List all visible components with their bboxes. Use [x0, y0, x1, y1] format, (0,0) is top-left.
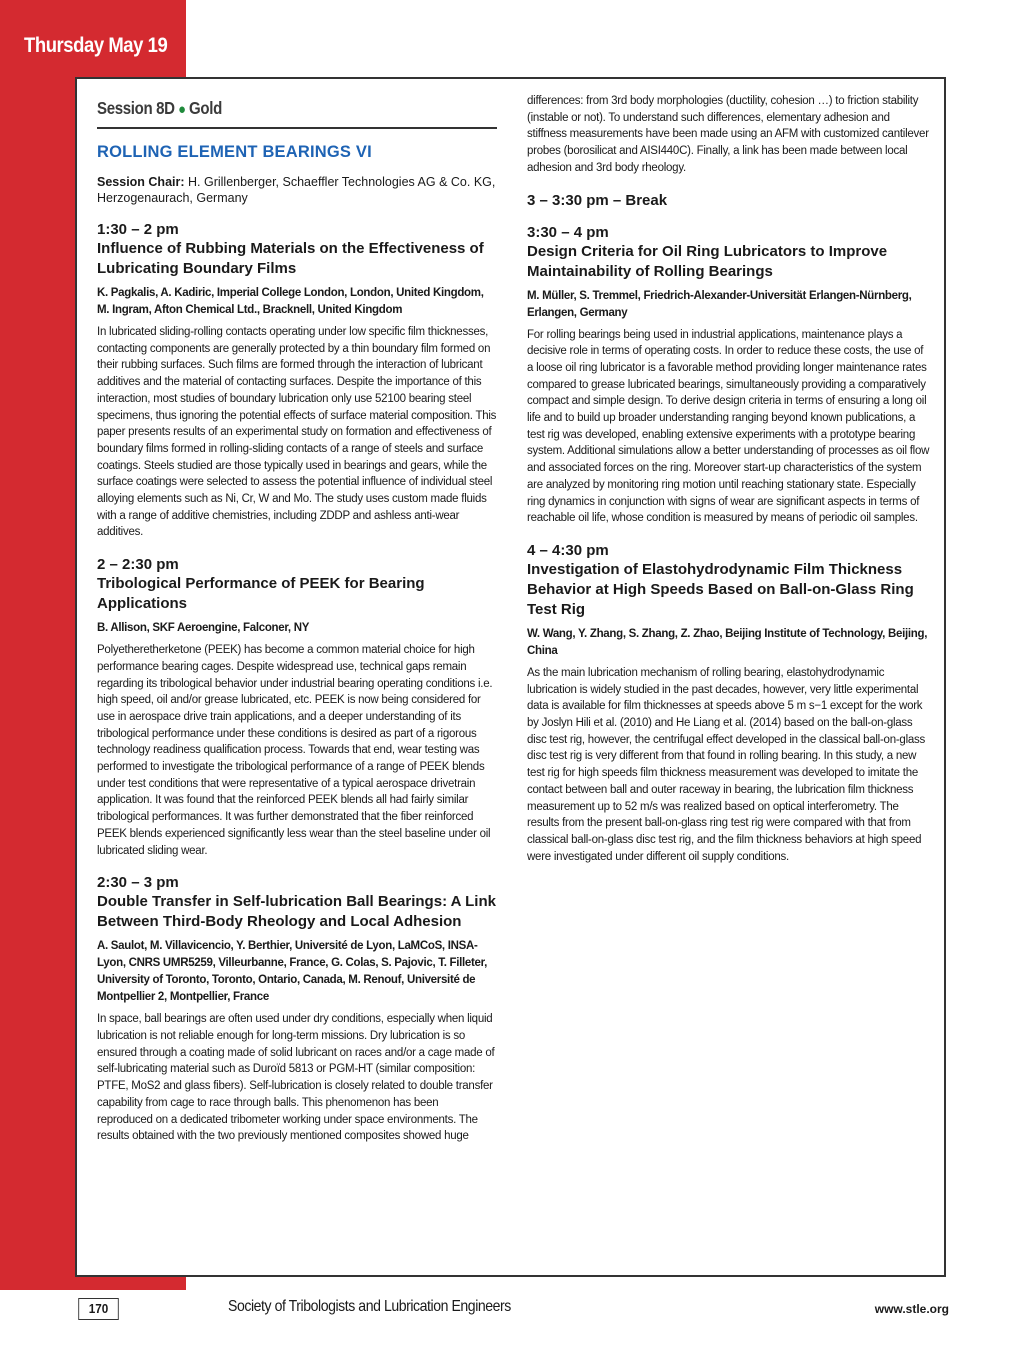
talk-time: 2:30 – 3 pm	[97, 874, 179, 892]
talk-authors: K. Pagkalis, A. Kadiric, Imperial College London, London, United Kingdom, M. Ingram, Afton Chemical Ltd., Bracknell, United Kingdom	[97, 287, 484, 316]
talk-2	[97, 555, 497, 859]
talk-abstract: For rolling bearings being used in industrial applications, maintenance plays a decisive role in terms of operating costs. In order to reduce these costs, the use of a loose oil ring lubricator is a favorable method providing longer maintenance rates compared to grease lubricated bearings, simultaneously providing a comparatively compact and simple design. To derive design criteria in terms of ensuring a long oil life and to build up broader understanding ranging beyond known publications, a test rig was developed, enabling extensive experiments with a prototype bearing system. Additional simulations allow a better understanding of processes as oil flow and associated forces on the ring. Moreover start-up characteristics of the system are analyzed by monitoring ring motion until reaching stationary state. Especially ring dynamics in conjunction with signs of wear are significant aspects in terms of reachable oil life, whose condition is measured by means of periodic oil samples.	[527, 328, 930, 525]
left-column	[97, 96, 497, 1145]
section-title: ROLLING ELEMENT BEARINGS VI	[97, 143, 372, 161]
talk-abstract: In lubricated sliding-rolling contacts operating under low specific film thicknesses, contacting components are generally protected by a thin boundary film formed on their rubbing surfaces. Such films are formed through the interaction of lubricant additives and the material of contacting surfaces. Despite the importance of this interaction, most studies of boundary lubrication only use 52100 bearing steel specimens, thus ignoring the potential effects of surface material composition. This paper presents results of an experimental study on formation and effectiveness of boundary films formed in rolling-sliding contacts of a range of steels and surface coatings. Steels studied are those typically used in bearings and gears, while the surface coatings were selected to assess the potential influence of individual steel alloying elements such as Ni, Cr, W and Mo. The study uses custom made fluids with a range of additive chemistries, including ZDDP and ashless anti-wear additives.	[97, 326, 497, 539]
talk-authors: W. Wang, Y. Zhang, S. Zhang, Z. Zhao, Beijing Institute of Technology, Beijing, China	[527, 627, 928, 657]
talk-time: 1:30 – 2 pm	[97, 221, 179, 238]
bullet-dot-icon: ●	[178, 101, 186, 118]
talk-authors: B. Allison, SKF Aeroengine, Falconer, NY	[97, 622, 310, 635]
chair-text: H. Grillenberger, Schaeffler Technologies AG & Co. KG, Herzogenaurach, Germany	[97, 175, 496, 205]
talk-abstract: In space, ball bearings are often used under dry conditions, especially when liquid lubrication is not reliable enough for long-term missions. Dry lubrication is so ensured through a coating made of solid lubricant on races and/or a cage made of self-lubricating material such as Duroïd 5813 or PGM-HT (similar composition: PTFE, MoS2 and glass fibers). Self-lubrication is closely related to double transfer capability from cage to race through balls. This phenomenon has been reproduced on a dedicated tribometer working under space environments. The results obtained with the two previously mentioned composites showed huge	[97, 1013, 495, 1143]
break-label: 3 – 3:30 pm – Break	[527, 191, 668, 209]
talk-title: Investigation of Elastohydrodynamic Film Thickness Behavior at High Speeds Based on Ball-on-Glass Ring Test Rig	[527, 560, 914, 618]
talk-authors: A. Saulot, M. Villavicencio, Y. Berthier, Université de Lyon, LaMCoS, INSA-Lyon, CNRS UMR5259, Villeurbanne, France, G. Colas, S. Pajovic, T. Filleter, University of Toronto, Toronto, Ontario, Canada, M. Renouf, Université de Montpellier 2, Montpellier, France	[97, 940, 488, 1004]
talk-4	[527, 223, 931, 527]
talk-time: 2 – 2:30 pm	[97, 556, 179, 574]
session-code: Session 8D	[97, 98, 175, 118]
talk-1	[97, 220, 497, 541]
right-column	[527, 93, 931, 865]
header-rule	[97, 127, 497, 129]
talk-abstract: As the main lubrication mechanism of rolling bearing, elastohydrodynamic lubrication is widely studied in the past decades, however, very little experimental data is available for film thicknesses at speeds above 5 m s−1 except for the work by Joslyn Hili et al. (2010) and He Liang et al. (2014) based on the ball-on-glass disc test rig, however, the centrifugal effect developed in the classical ball-on-glass disc test rig is very different from that found in rolling bearing. In this study, a new test rig for high speeds film thickness measurement was developed to imitate the contact between ball and outer raceway in bearing, the lubrication film thickness measurement up to 52 m/s was realized based on optical interferometry. The results from the present ball-on-glass ring test rig were compared with that from classical ball-on-glass disc test rig, and the film thickness behaviors at high speed were investigated under different oil supply conditions.	[527, 666, 926, 863]
talk-title: Double Transfer in Self-lubrication Ball Bearings: A Link Between Third-Body Rheology and Local Adhesion	[97, 893, 496, 931]
talk-abstract: Polyetheretherketone (PEEK) has become a common material choice for high performance bearing cages. Despite widespread use, technical gaps remain regarding its tribological behavior under industrial bearing operating conditions i.e. high speed, oil and/or grease lubricated, etc. PEEK is now being considered for use in aerospace drive train applications, and a deeper understanding of its tribological performance under these conditions is desired as part of a rigorous technology readiness qualification process. Towards that end, wear testing was performed to investigate the tribological performance of a range of PEEK blends under test conditions that were representative of a typical aerospace drivetrain application. It was found that the reinforced PEEK blends all had fairly similar tribological performances. It was further demonstrated that the fiber reinforced PEEK blends experienced significantly less wear than the steel baseline under oil lubricated sliding wear.	[97, 644, 493, 857]
page-footer	[0, 1298, 1024, 1322]
talk-time: 4 – 4:30 pm	[527, 541, 609, 559]
website-url: www.stle.org	[874, 1302, 949, 1316]
session-room: Gold	[189, 98, 222, 118]
talk-title: Design Criteria for Oil Ring Lubricators to Improve Maintainability of Rolling Bearings	[527, 242, 888, 280]
page-number: 170	[78, 1298, 119, 1320]
session-header	[97, 98, 441, 119]
talk-title: Tribological Performance of PEEK for Bearing Applications	[97, 575, 425, 613]
talk-title: Influence of Rubbing Materials on the Effectiveness of Lubricating Boundary Films	[97, 240, 484, 277]
session-chair	[97, 174, 497, 206]
day-label: Thursday May 19	[24, 34, 168, 57]
talk-authors: M. Müller, S. Tremmel, Friedrich-Alexander-Universität Erlangen-Nürnberg, Erlangen, Germany	[527, 289, 912, 319]
chair-label: Session Chair:	[97, 175, 185, 189]
talk-3	[97, 873, 497, 1145]
talk-5	[527, 541, 931, 865]
talk-time: 3:30 – 4 pm	[527, 223, 609, 241]
abstract-continuation: differences: from 3rd body morphologies (ductility, cohesion …) to friction stability (instable or not). To understand such differences, elementary adhesion and stiffness measurements have been made using an AFM with customized cantilever probes (borosilicat and AISI440C). Finally, a link has been made between local adhesion and 3rd body rheology.	[527, 95, 929, 174]
society-name: Society of Tribologists and Lubrication Engineers	[228, 1298, 511, 1315]
